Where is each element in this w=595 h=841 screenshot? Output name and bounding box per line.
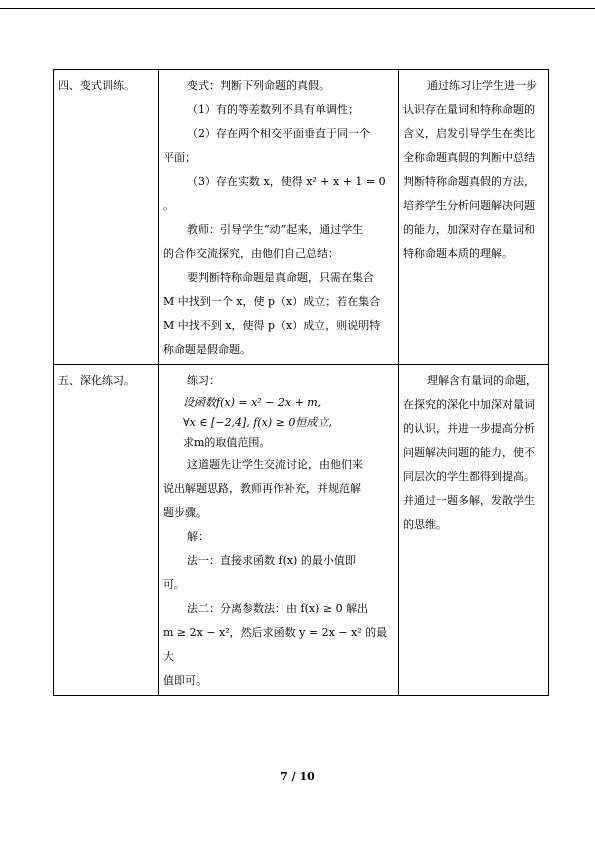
summary-line-2: M 中找到一个 x，使 p（x）成立；若在集合 (163, 295, 381, 308)
purpose-text: 理解含有量词的命题，在探究的深化中加深对量词的认识，并进一步提高分析问题解决问题的能力，使不同层次的学生都得到提高。并通过一题多解，发散学生的思维。 (403, 374, 537, 531)
exercise-item-3: （3）存在实数 x，使得 x² + x + 1 = 0 。 (163, 175, 386, 212)
purpose-cell (399, 365, 549, 696)
method-two-line-2: m ≥ 2x − x²，然后求函数 y = 2x − x² 的最大 (163, 626, 388, 663)
teacher-note-line-1: 教师：引导学生“动”起来，通过学生 (187, 223, 364, 236)
method-two-line-1: 法二：分离参数法：由 f(x) ≥ 0 解出 (187, 602, 369, 615)
header-rule (0, 8, 595, 9)
page-number: 7 / 10 (280, 770, 315, 783)
purpose-cell (399, 70, 549, 365)
activity-cell (159, 70, 399, 365)
discussion-line-1: 这道题先让学生交流讨论，由他们来 (187, 458, 363, 471)
purpose-text: 通过练习让学生进一步认识存在量词和特称命题的含义，启发引导学生在类比全称命题真假的判断中总结判断特称命题真假的方法，培养学生分析问题解决问题的能力，加深对存在量词和特称命题本质的理解。 (403, 79, 537, 260)
section-title: 四、变式训练。 (58, 79, 135, 92)
section-cell (54, 365, 159, 696)
summary-line-4: 称命题是假命题。 (163, 343, 251, 356)
exercise-item-2-cont: 平面； (163, 151, 196, 164)
discussion-line-2: 说出解题思路，教师再作补充，并规范解 (163, 482, 361, 495)
solution-label: 解： (187, 530, 209, 543)
table-row (54, 365, 549, 696)
practice-question: 求m的取值范围。 (183, 436, 271, 449)
discussion-line-3: 题步骤。 (163, 506, 207, 519)
summary-line-1: 要判断特称命题是真命题，只需在集合 (187, 271, 374, 284)
method-one-line-1: 法一：直接求函数 f(x) 的最小值即 (187, 554, 356, 567)
method-one-line-2: 可。 (163, 578, 185, 591)
activity-cell (159, 365, 399, 696)
practice-heading: 练习： (187, 374, 220, 387)
table-row (54, 70, 549, 365)
summary-line-3: M 中找不到 x，使得 p（x）成立，则说明特 (163, 319, 381, 332)
exercise-item-2: （2）存在两个相交平面垂直于同一个 (187, 127, 370, 140)
practice-function: 设函数f(x) = x² − 2x + m, (183, 396, 322, 409)
practice-condition: ∀x ∈ [−2,4], f(x) ≥ 0恒成立, (183, 416, 332, 429)
section-title: 五、深化练习。 (58, 374, 135, 387)
exercise-heading: 变式：判断下列命题的真假。 (187, 79, 330, 92)
lesson-plan-table (53, 69, 549, 696)
exercise-item-1: （1）有的等差数列不具有单调性； (187, 103, 359, 116)
section-cell (54, 70, 159, 365)
method-two-line-3: 值即可。 (163, 674, 207, 687)
teacher-note-line-2: 的合作交流探究，由他们自己总结： (163, 247, 339, 260)
